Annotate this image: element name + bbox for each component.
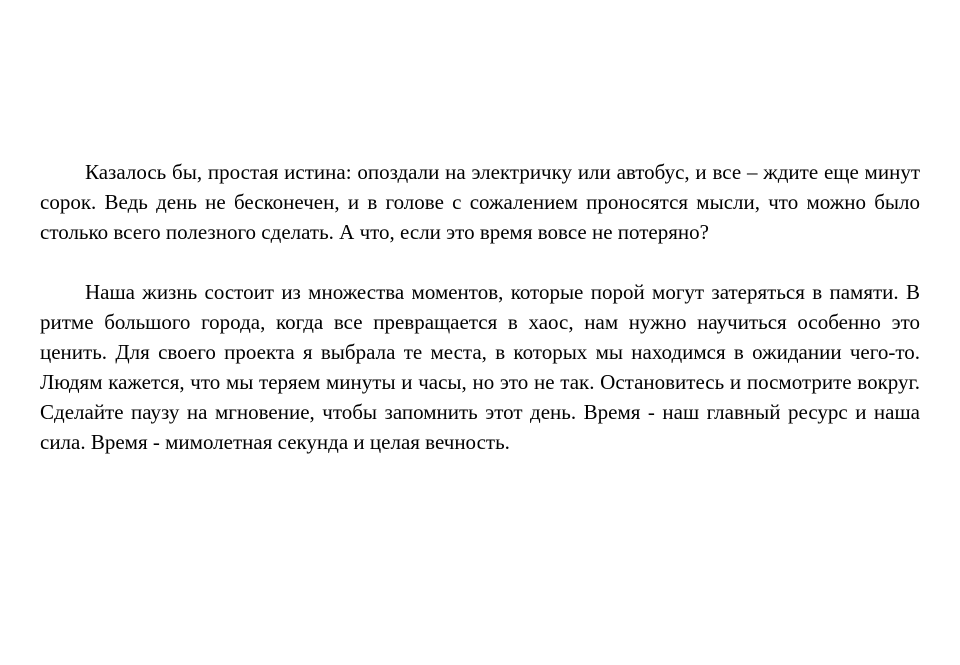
- paragraph-2: Наша жизнь состоит из множества моментов, которые порой могут затеряться в памяти. В ритме большого города, когда все превращается в хаос, нам нужно научиться особенно это ценить. Для своего проекта я выбрала те места, в которых мы находимся в ожидании чего-то. Людям кажется, что мы теряем минуты и часы, но это не так. Остановитесь и посмотрите вокруг. Сделайте паузу на мгновение, чтобы запомнить этот день. Время - наш главный ресурс и наша сила. Время - мимолетная секунда и целая вечность.: [40, 280, 920, 454]
- document-body: [40, 157, 920, 457]
- paragraph-1: Казалось бы, простая истина: опоздали на электричку или автобус, и все – ждите еще минут сорок. Ведь день не бесконечен, и в голове с сожалением проносятся мысли, что можно было столько всего полезного сделать. А что, если это время вовсе не потеряно?: [40, 160, 920, 244]
